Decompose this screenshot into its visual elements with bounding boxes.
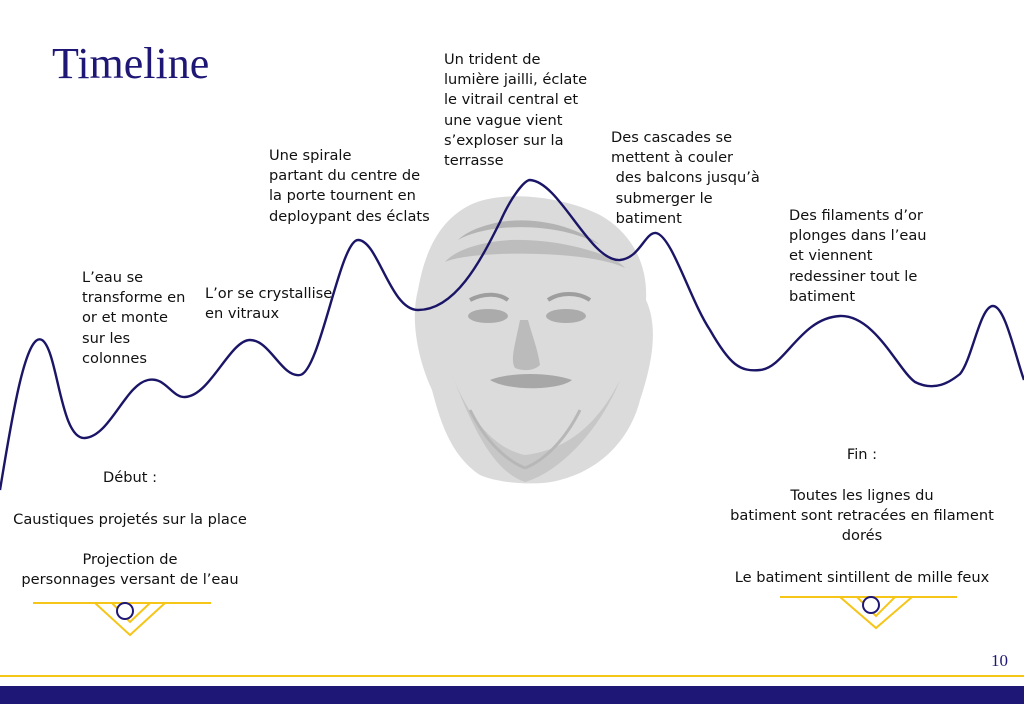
start-line-2: Projection de personnages versant de l’eau [21,551,239,589]
note-filaments: Des filaments d’or plonges dans l’eau et viennent redessiner tout le batiment [789,207,927,305]
note-spiral: Une spirale partant du centre de la porte tournent en deploypant des éclats [269,147,430,225]
end-heading: Fin : [846,446,878,463]
note-gold-crystal: L’or se crystallise en vitraux [205,285,333,323]
statue-face-image [415,196,653,483]
start-marker-icon [33,603,211,635]
end-line-2: Le batiment sintillent de mille feux [734,569,990,586]
slide-title: Timeline [52,39,210,88]
footer-gold-line [0,675,1024,677]
end-line-1: Toutes les lignes du batiment sont retracées en filament dorés [730,487,994,545]
note-cascades: Des cascades se mettent à couler des balcons jusqu’à submerger le batiment [611,129,760,227]
note-trident: Un trident de lumière jailli, éclate le vitrail central et une vague vient s’exploser sur la terrasse [444,51,588,170]
end-marker-icon [780,597,957,628]
footer-navy-bar [0,686,1024,704]
note-water-gold: L’eau se transforme en or et monte sur les colonnes [82,269,186,367]
page-number: 10 [991,651,1008,670]
start-line-1: Caustiques projetés sur la place [13,511,247,528]
start-heading: Début : [102,469,157,486]
